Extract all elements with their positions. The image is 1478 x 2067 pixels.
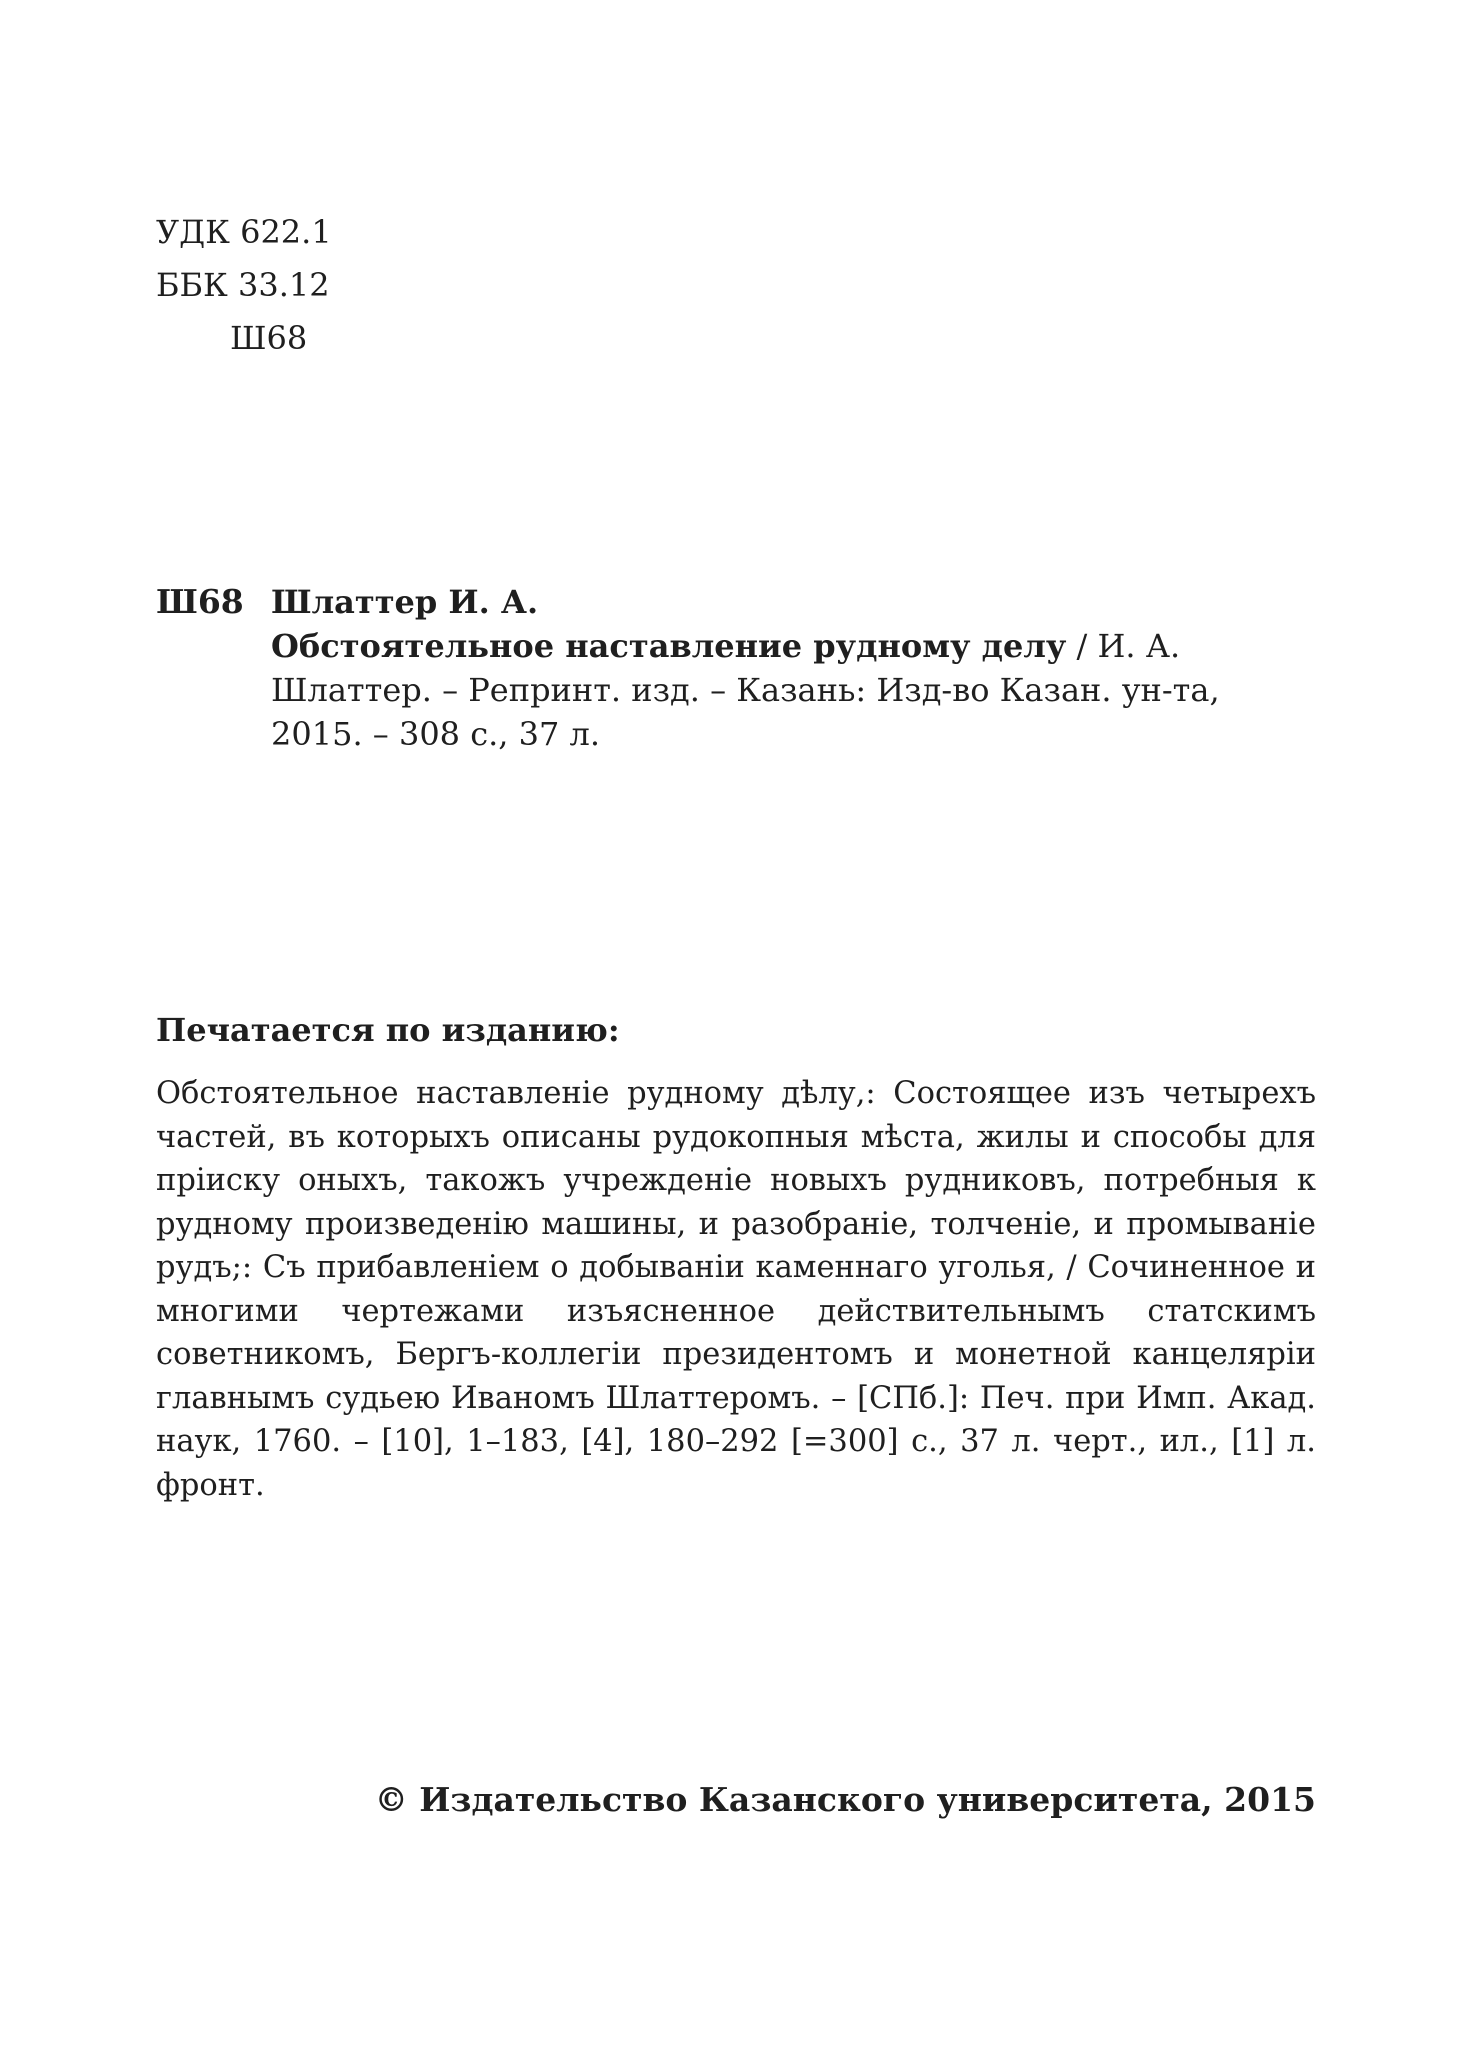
udk-index: УДК 622.1	[156, 213, 332, 251]
source-description: Обстоятельное наставленіе рудному дѣлу,: Состоящее изъ четырехъ частей, въ которыхъ описаны рудокопныя мѣста, жилы и способы для прiиску оныхъ, такожъ учрежденiе новыхъ рудниковъ, потребныя к рудному произведенiю машины, и разобранiе, толченiе, и промыванiе рудъ;: Съ прибавленiем о добываніи каменнаго уголья, / Сочиненное и многими чертежами изъясненное действительнымъ статскимъ советникомъ, Бергъ-коллегіи президентомъ и монетной канцеляріи главнымъ судьею Иваномъ Шлаттеромъ. – [СПб.]: Печ. при Имп. Акад. наук, 1760. – [10], 1–183, [4], 180–292 [=300] с., 37 л. черт., ил., [1] л. фронт.	[156, 1076, 1316, 1503]
source-heading: Печатается по изданию:	[156, 1011, 620, 1049]
record-description	[271, 624, 1321, 756]
record-entry	[271, 580, 1321, 756]
record-author-sign: Ш68	[156, 582, 244, 621]
bbk-index: ББК 33.12	[156, 266, 330, 304]
record-responsibility: / И. А. Шлаттер. – Репринт. изд. – Казань: Изд-во Казан. ун-та, 2015. – 308 с., 37 л.	[271, 627, 1220, 753]
copyright-notice: © Издательство Казанского университета, 2015	[374, 1780, 1316, 1819]
record-title: Обстоятельное наставление рудному делу	[271, 627, 1067, 665]
record-author: Шлаттер И. А.	[271, 583, 539, 621]
author-sign: Ш68	[230, 319, 308, 357]
